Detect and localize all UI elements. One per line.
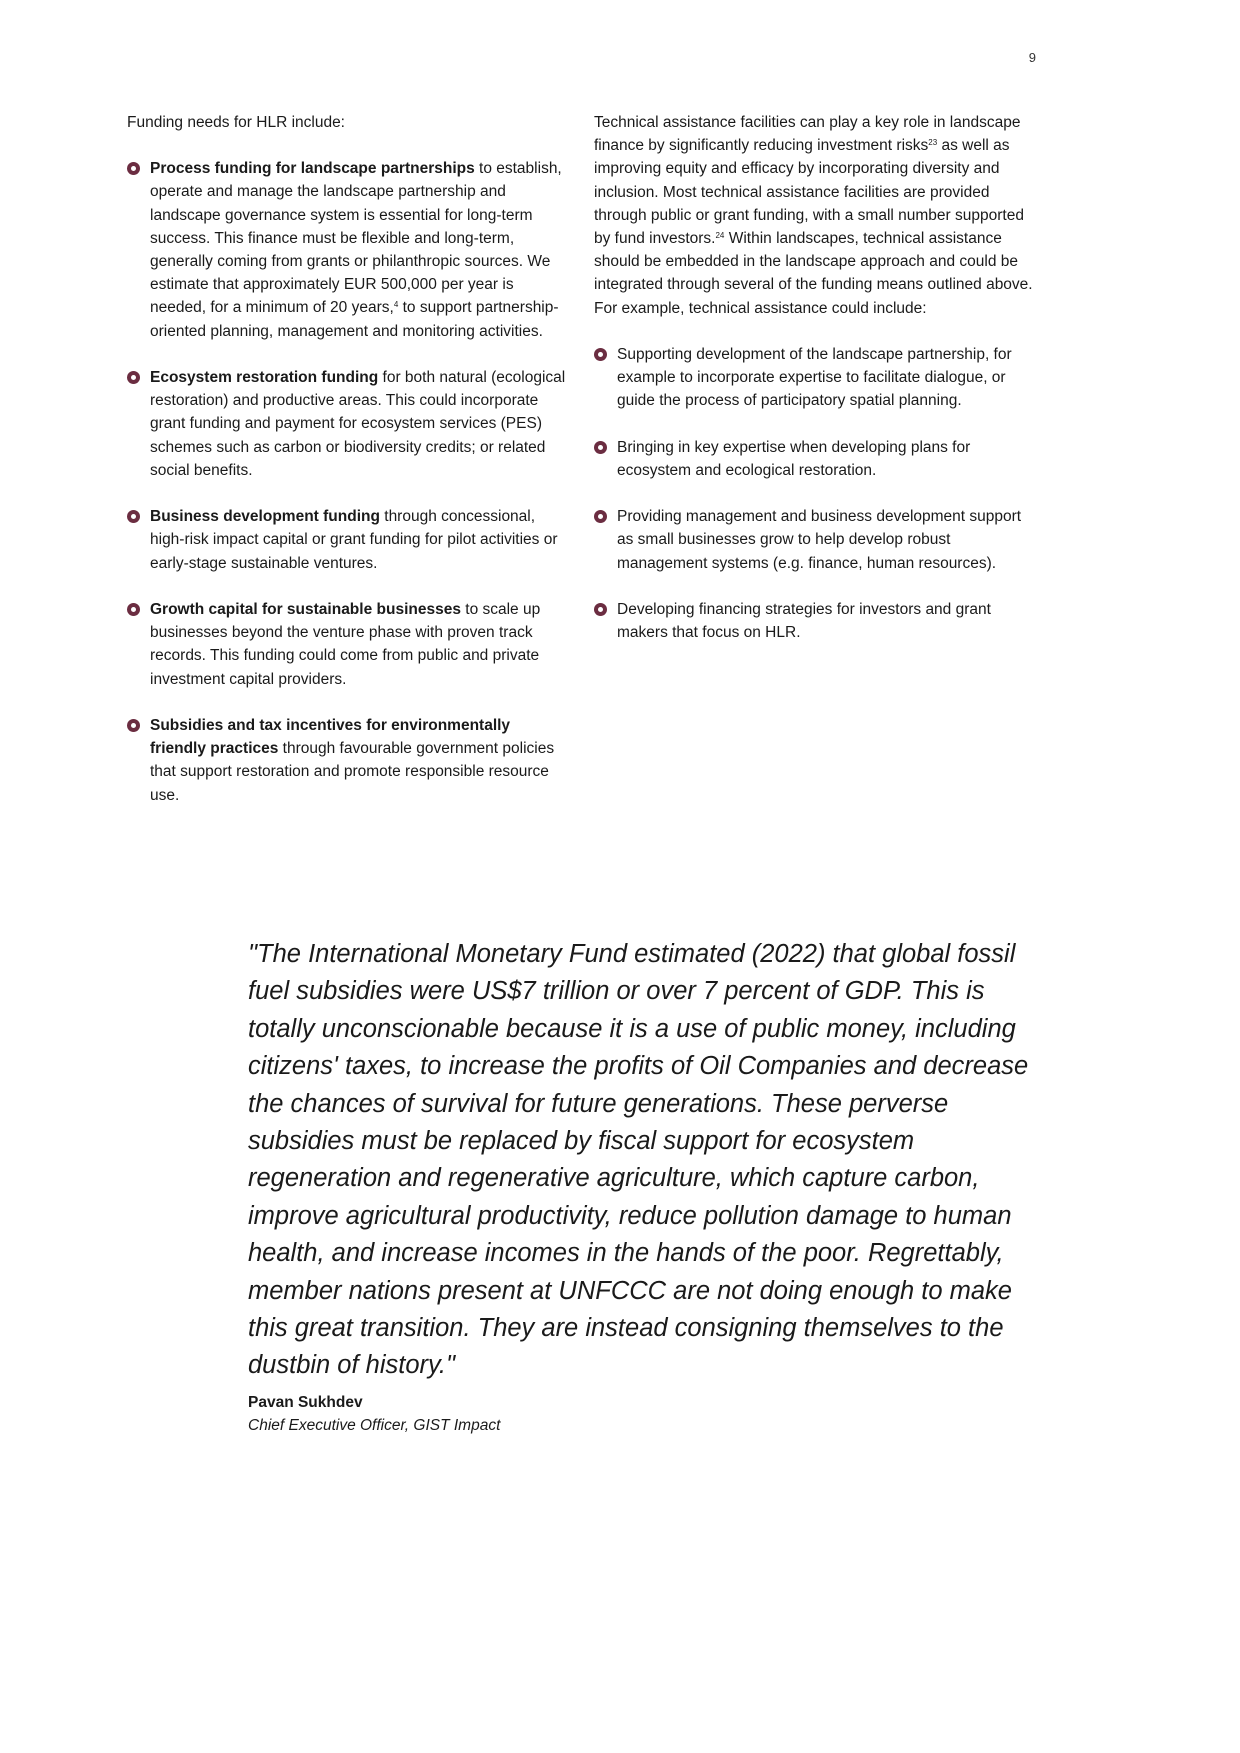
bullet-icon [594,510,607,523]
footnote-ref: 24 [715,231,725,241]
bullet-icon [594,603,607,616]
bullet-icon [127,719,140,732]
intro-text: Technical assistance facilities can play a key role in landscape finance by significantly reducing investment risks [594,114,1021,155]
bullet-icon [127,371,140,384]
item-text-continued: to support partnership-oriented planning, management and monitoring activities. [150,299,559,340]
item-text: for both natural (ecological restoration) and productive areas. This could incorporate grant funding and payment for ecosystem services (PES) schemes such as carbon or biodiversity credits; or related social benefits. [150,369,566,479]
intro-text-continued: as well as improving equity and efficacy by incorporating diversity and inclusion. Most technical assistance facilities are provided through public or grant funding, with a small number supported by fund investors. [594,137,1024,248]
item-text: to scale up businesses beyond the venture phase with proven track records. This funding could come from public and private investment capital providers. [150,601,541,688]
item-heading: Ecosystem restoration funding [150,369,379,387]
list-item [594,343,1034,413]
item-text: Bringing in key expertise when developing plans for ecosystem and ecological restoration. [617,438,971,479]
item-text: Providing management and business development support as small businesses grow to help develop robust management systems (e.g. finance, human resources). [617,508,1022,572]
list-item [127,598,567,691]
item-heading: Process funding for landscape partnerships [150,160,475,178]
bullet-icon [594,441,607,454]
intro-text-end: Within landscapes, technical assistance should be embedded in the landscape approach and could be integrated through several of the funding means outlined above. For example, technical assistance could include: [594,230,1033,317]
item-heading: Business development funding [150,508,380,526]
item-text: Supporting development of the landscape partnership, for example to incorporate expertise to facilitate dialogue, or guide the process of participatory spatial planning. [617,345,1012,410]
item-text: Developing financing strategies for investors and grant makers that focus on HLR. [617,601,991,642]
quote-author-role: Chief Executive Officer, GIST Impact [248,1417,501,1434]
funding-needs-intro: Funding needs for HLR include: [127,114,345,131]
bullet-icon [127,510,140,523]
list-item [594,598,1034,644]
list-item [594,436,1034,482]
item-text: through favourable government policies that support restoration and promote responsible resource use. [150,740,555,804]
quote-attribution [248,1391,500,1437]
bullet-icon [127,162,140,175]
quote-author: Pavan Sukhdev [248,1394,363,1411]
list-item [127,157,567,343]
bullet-icon [127,603,140,616]
item-text: to establish, operate and manage the landscape partnership and landscape governance system is essential for long-term success. This finance must be flexible and long-term, generally coming from grants or philanthropic sources. We estimate that approximately EUR 500,000 per year is needed, for a minimum of 20 years, [150,160,562,317]
right-column [594,111,1034,668]
page-number: 9 [1028,50,1036,65]
item-heading: Subsidies and tax incentives for environmentally friendly practices [150,717,511,758]
item-text: through concessional, high-risk impact capital or grant funding for pilot activities or early-stage sustainable ventures. [150,508,558,572]
footnote-ref: 4 [393,300,399,310]
list-item [594,505,1034,575]
funding-needs-list [127,157,567,807]
list-item [127,505,567,575]
left-column [127,111,567,830]
list-item [127,714,567,807]
item-heading: Growth capital for sustainable businesses [150,601,461,619]
technical-assistance-intro [594,111,1034,320]
footnote-ref: 23 [928,138,938,148]
list-item [127,366,567,482]
technical-assistance-list [594,343,1034,645]
pull-quote: "The International Monetary Fund estimated (2022) that global fossil fuel subsidies were US$7 trillion or over 7 percent of GDP. This is totally unconscionable because it is a use of public money, including citizens' taxes, to increase the profits of Oil Companies and decrease the chances of survival for future generations. These perverse subsidies must be replaced by fiscal support for ecosystem regeneration and regenerative agriculture, which capture carbon, improve agricultural productivity, reduce pollution damage to human health, and increase incomes in the hands of the poor. Regrettably, member nations present at UNFCCC are not doing enough to make this great transition. They are instead consigning themselves to the dustbin of history." [248,940,1029,1380]
bullet-icon [594,348,607,361]
